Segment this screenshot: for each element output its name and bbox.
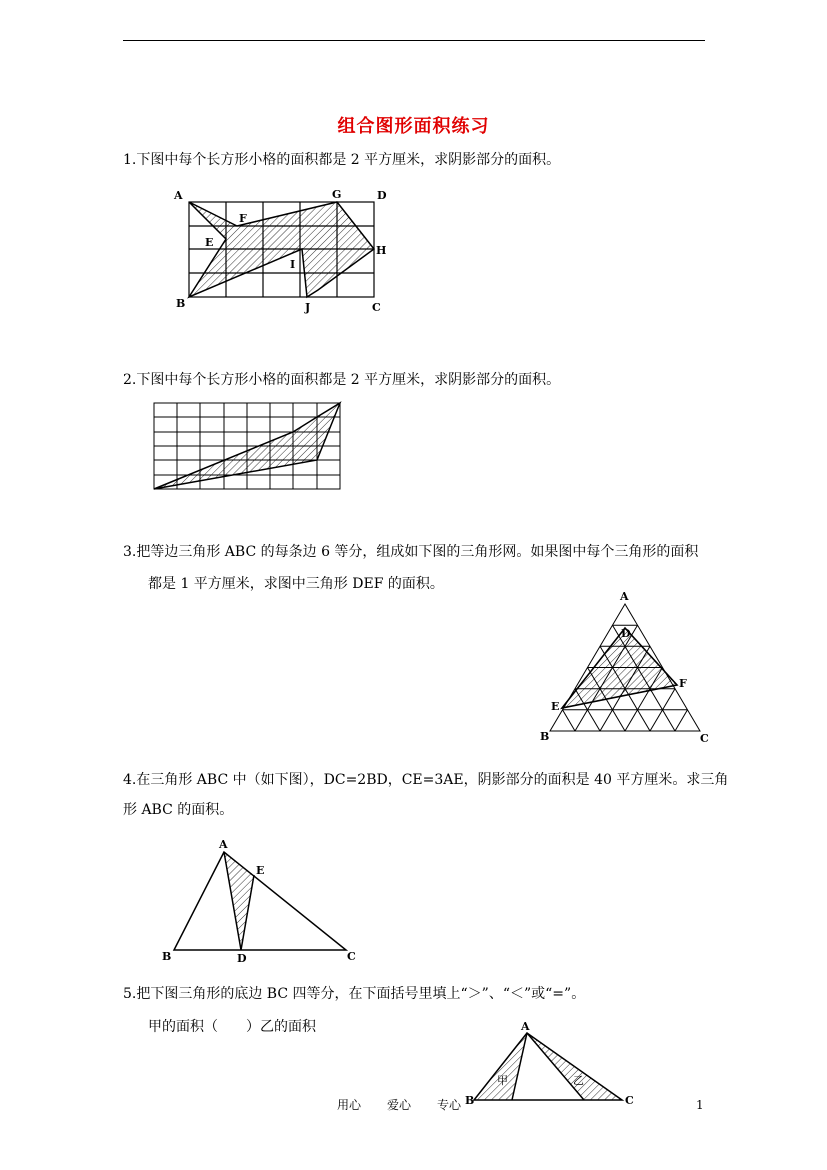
label-E: E [205,236,214,249]
label-A: A [219,838,228,851]
label-C: C [625,1094,634,1107]
label-J: J [305,301,311,314]
label-yi: 乙 [573,1074,584,1087]
label-D: D [621,627,631,640]
label-A: A [620,590,629,603]
page-title: 组合图形面积练习 [337,116,490,137]
label-E: E [551,700,560,713]
question-5-compare: 甲的面积（ ）乙的面积 [148,1019,316,1035]
label-H: H [376,244,387,257]
label-A: A [174,189,183,202]
header-rule [123,40,705,41]
question-5-figure [462,1018,640,1110]
question-3-text-line-1: 3.把等边三角形 ABC 的每条边 6 等分，组成如下图的三角形网。如果图中每个三角形的面积 [123,544,699,560]
label-B: B [540,730,550,743]
question-4-text-line-1: 4.在三角形 ABC 中（如下图），DC=2BD，CE=3AE，阴影部分的面积是 40 平方厘米。求三角 [123,772,729,788]
label-F: F [679,677,687,690]
label-B: B [176,297,186,310]
question-4-figure [160,835,360,965]
question-5-text: 5.把下图三角形的底边 BC 四等分，在下面括号里填上“＞”、“＜”或“=”。 [123,986,586,1002]
label-C: C [372,301,381,314]
label-jia: 甲 [497,1074,508,1087]
label-C: C [700,732,709,745]
footer-motto-3: 专心 [437,1098,462,1112]
question-3-figure [535,585,715,745]
label-D: D [237,952,247,965]
label-E: E [256,864,265,877]
label-G: G [332,188,342,201]
label-B: B [465,1094,475,1107]
footer-motto-2: 爱心 [387,1098,412,1112]
question-1-figure [170,183,390,318]
question-1-text: 1.下图中每个长方形小格的面积都是 2 平方厘米，求阴影部分的面积。 [123,152,561,168]
question-3-text-line-2: 都是 1 平方厘米，求图中三角形 DEF 的面积。 [148,576,444,592]
question-2-figure [150,398,345,494]
triangle-grid [550,604,700,731]
page-number: 1 [696,1098,704,1112]
label-F: F [239,212,247,225]
label-B: B [162,950,172,963]
question-4-text-line-2: 形 ABC 的面积。 [123,802,234,818]
question-2-text: 2.下图中每个长方形小格的面积都是 2 平方厘米，求阴影部分的面积。 [123,372,561,388]
label-C: C [347,950,356,963]
footer-motto-1: 用心 [337,1098,362,1112]
label-I: I [290,258,296,271]
label-D: D [377,189,387,202]
label-A: A [521,1020,530,1033]
